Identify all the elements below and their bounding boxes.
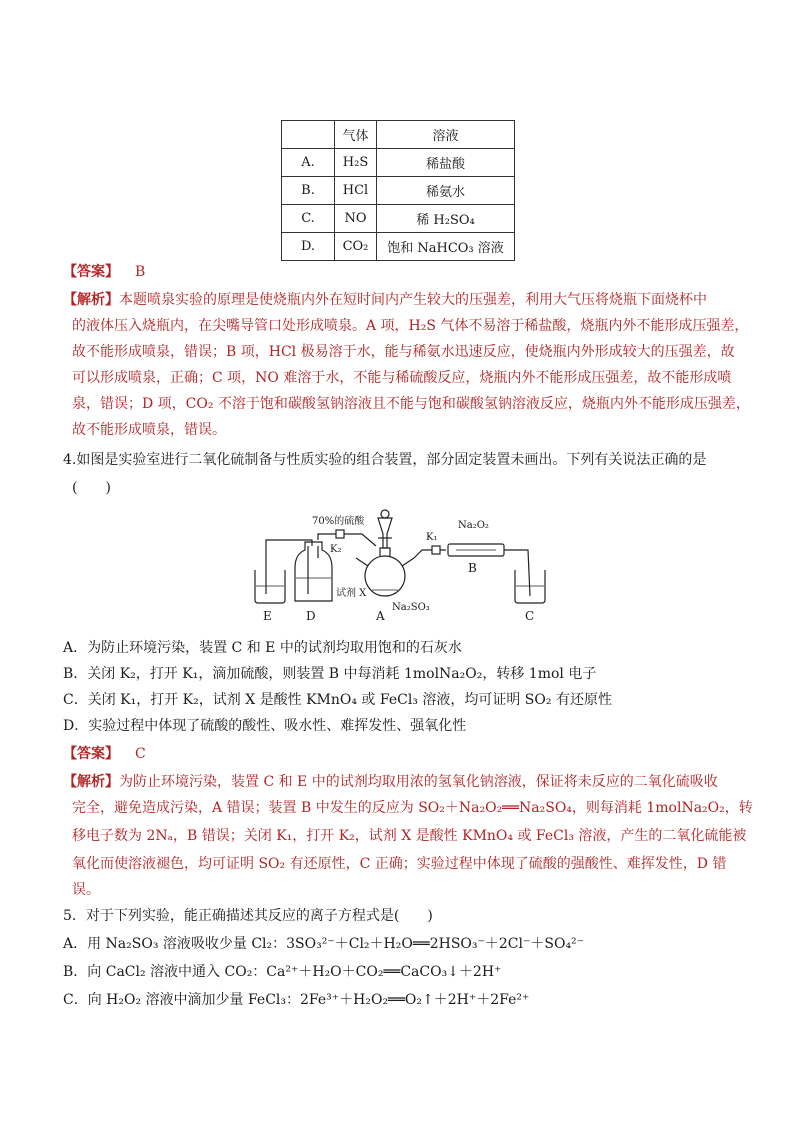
table-row bbox=[282, 177, 515, 205]
table-cell: B. bbox=[282, 177, 335, 205]
label-e: E bbox=[263, 609, 272, 623]
q4-stem-line-2: ( ) bbox=[72, 480, 111, 496]
table-cell: HCl bbox=[335, 177, 377, 205]
table-cell: 稀氨水 bbox=[377, 177, 515, 205]
q4-option-a: A．为防止环境污染，装置 C 和 E 中的试剂均取用饱和的石灰水 bbox=[63, 640, 462, 656]
analysis-text: 本题喷泉实验的原理是使烧瓶内外在短时间内产生较大的压强差，利用大气压将烧瓶下面烧杯中 bbox=[119, 292, 707, 308]
label-k1: K₁ bbox=[426, 532, 438, 543]
label-b: B bbox=[468, 561, 477, 575]
label-d: D bbox=[306, 609, 316, 623]
q5-option-c: C．向 H₂O₂ 溶液中滴加少量 FeCl₃：2Fe³⁺＋H₂O₂══O₂↑＋2H⁺＋2Fe²⁺ bbox=[63, 992, 530, 1008]
q4-analysis-line-3: 移电子数为 2Nₐ，B 错误；关闭 K₁，打开 K₂，试剂 X 是酸性 KMnO₄ 或 FeCl₃ 溶液，产生的二氧化硫能被 bbox=[72, 828, 747, 844]
apparatus-figure bbox=[250, 506, 560, 628]
q5-option-a: A．用 Na₂SO₃ 溶液吸收少量 Cl₂：3SO₃²⁻＋Cl₂＋H₂O══2HSO₃⁻＋2Cl⁻＋SO₄²⁻ bbox=[63, 936, 585, 952]
q4-analysis-line-5: 误。 bbox=[72, 882, 100, 898]
table-row bbox=[282, 233, 515, 261]
table-cell: A. bbox=[282, 149, 335, 177]
table-cell: H₂S bbox=[335, 149, 377, 177]
table-cell: 稀盐酸 bbox=[377, 149, 515, 177]
beaker-e bbox=[255, 570, 285, 603]
table-cell: 饱和 NaHCO₃ 溶液 bbox=[377, 233, 515, 261]
analysis-tag: 【解析】 bbox=[63, 292, 119, 308]
q4-stem-line-1: 4.如图是实验室进行二氧化硫制备与性质实验的组合装置，部分固定装置未画出。下列有关说法正确的是 bbox=[63, 452, 707, 468]
q3-analysis-line-6: 故不能形成喷泉，错误。 bbox=[72, 422, 226, 438]
q4-analysis-line-1 bbox=[63, 772, 718, 792]
q3-analysis-line-5: 泉，错误；D 项，CO₂ 不溶于饱和碳酸氢钠溶液且不能与饱和碳酸氢钠溶液反应，烧瓶内外不能形成压强差， bbox=[72, 396, 750, 412]
dropping-funnel bbox=[378, 518, 392, 548]
table-row bbox=[282, 149, 515, 177]
answer-tag: 【答案】 bbox=[63, 264, 119, 280]
label-na2so3: Na₂SO₃ bbox=[392, 602, 430, 613]
answer-value: C bbox=[135, 746, 146, 762]
analysis-text: 为防止环境污染，装置 C 和 E 中的试剂均取用浓的氢氧化钠溶液，保证将未反应的二氧化硫吸收 bbox=[119, 774, 718, 790]
gas-solution-table bbox=[281, 120, 515, 261]
table-cell: C. bbox=[282, 205, 335, 233]
q4-option-d: D．实验过程中体现了硫酸的酸性、吸水性、难挥发性、强氧化性 bbox=[63, 718, 467, 734]
q3-analysis-line-2: 的液体压入烧瓶内，在尖嘴导管口处形成喷泉。A 项，H₂S 气体不易溶于稀盐酸，烧瓶内外不能形成压强差， bbox=[72, 318, 749, 334]
q4-option-c: C．关闭 K₁，打开 K₂，试剂 X 是酸性 KMnO₄ 或 FeCl₃ 溶液，均可证明 SO₂ 有还原性 bbox=[63, 692, 612, 708]
q4-answer bbox=[63, 744, 146, 764]
label-acid: 70%的硫酸 bbox=[312, 516, 365, 527]
label-reagent: 试剂 X bbox=[336, 588, 367, 599]
q3-answer bbox=[63, 262, 145, 282]
q5-stem: 5．对于下列实验，能正确描述其反应的离子方程式是( ) bbox=[63, 908, 433, 924]
bottle-d bbox=[295, 542, 332, 601]
table-cell: 稀 H₂SO₄ bbox=[377, 205, 515, 233]
answer-tag: 【答案】 bbox=[63, 746, 119, 762]
table-cell: 溶液 bbox=[377, 121, 515, 149]
q3-analysis-line-4: 可以形成喷泉，正确；C 项，NO 难溶于水，不能与稀硫酸反应，烧瓶内外不能形成压强差，故不能形成喷 bbox=[72, 370, 732, 386]
q3-analysis-line-1 bbox=[63, 290, 707, 310]
label-k2: K₂ bbox=[330, 544, 342, 555]
table-cell: NO bbox=[335, 205, 377, 233]
q4-analysis-line-4: 氧化而使溶液褪色，均可证明 SO₂ 有还原性，C 正确；实验过程中体现了硫酸的强酸性、难挥发性，D 错 bbox=[72, 856, 727, 872]
label-a: A bbox=[376, 609, 385, 623]
q3-analysis-line-3: 故不能形成喷泉，错误；B 项，HCl 极易溶于水，能与稀氨水迅速反应，使烧瓶内外形成较大的压强差，故 bbox=[72, 344, 735, 360]
table-cell bbox=[282, 121, 335, 149]
table-cell: D. bbox=[282, 233, 335, 261]
table-row bbox=[282, 205, 515, 233]
q4-option-b: B．关闭 K₂，打开 K₁，滴加硫酸，则装置 B 中每消耗 1molNa₂O₂，转移 1mol 电子 bbox=[63, 666, 597, 682]
table-cell: CO₂ bbox=[335, 233, 377, 261]
analysis-tag: 【解析】 bbox=[63, 774, 119, 790]
answer-value: B bbox=[135, 264, 146, 280]
q5-option-b: B．向 CaCl₂ 溶液中通入 CO₂：Ca²⁺＋H₂O＋CO₂══CaCO₃↓＋2H⁺ bbox=[63, 964, 502, 980]
label-na2o2: Na₂O₂ bbox=[458, 520, 489, 531]
q4-analysis-line-2: 完全，避免造成污染，A 错误；装置 B 中发生的反应为 SO₂＋Na₂O₂══Na₂SO₄，则每消耗 1molNa₂O₂，转 bbox=[72, 800, 753, 816]
table-cell: 气体 bbox=[335, 121, 377, 149]
label-c: C bbox=[525, 609, 535, 623]
table-header-row bbox=[282, 121, 515, 149]
